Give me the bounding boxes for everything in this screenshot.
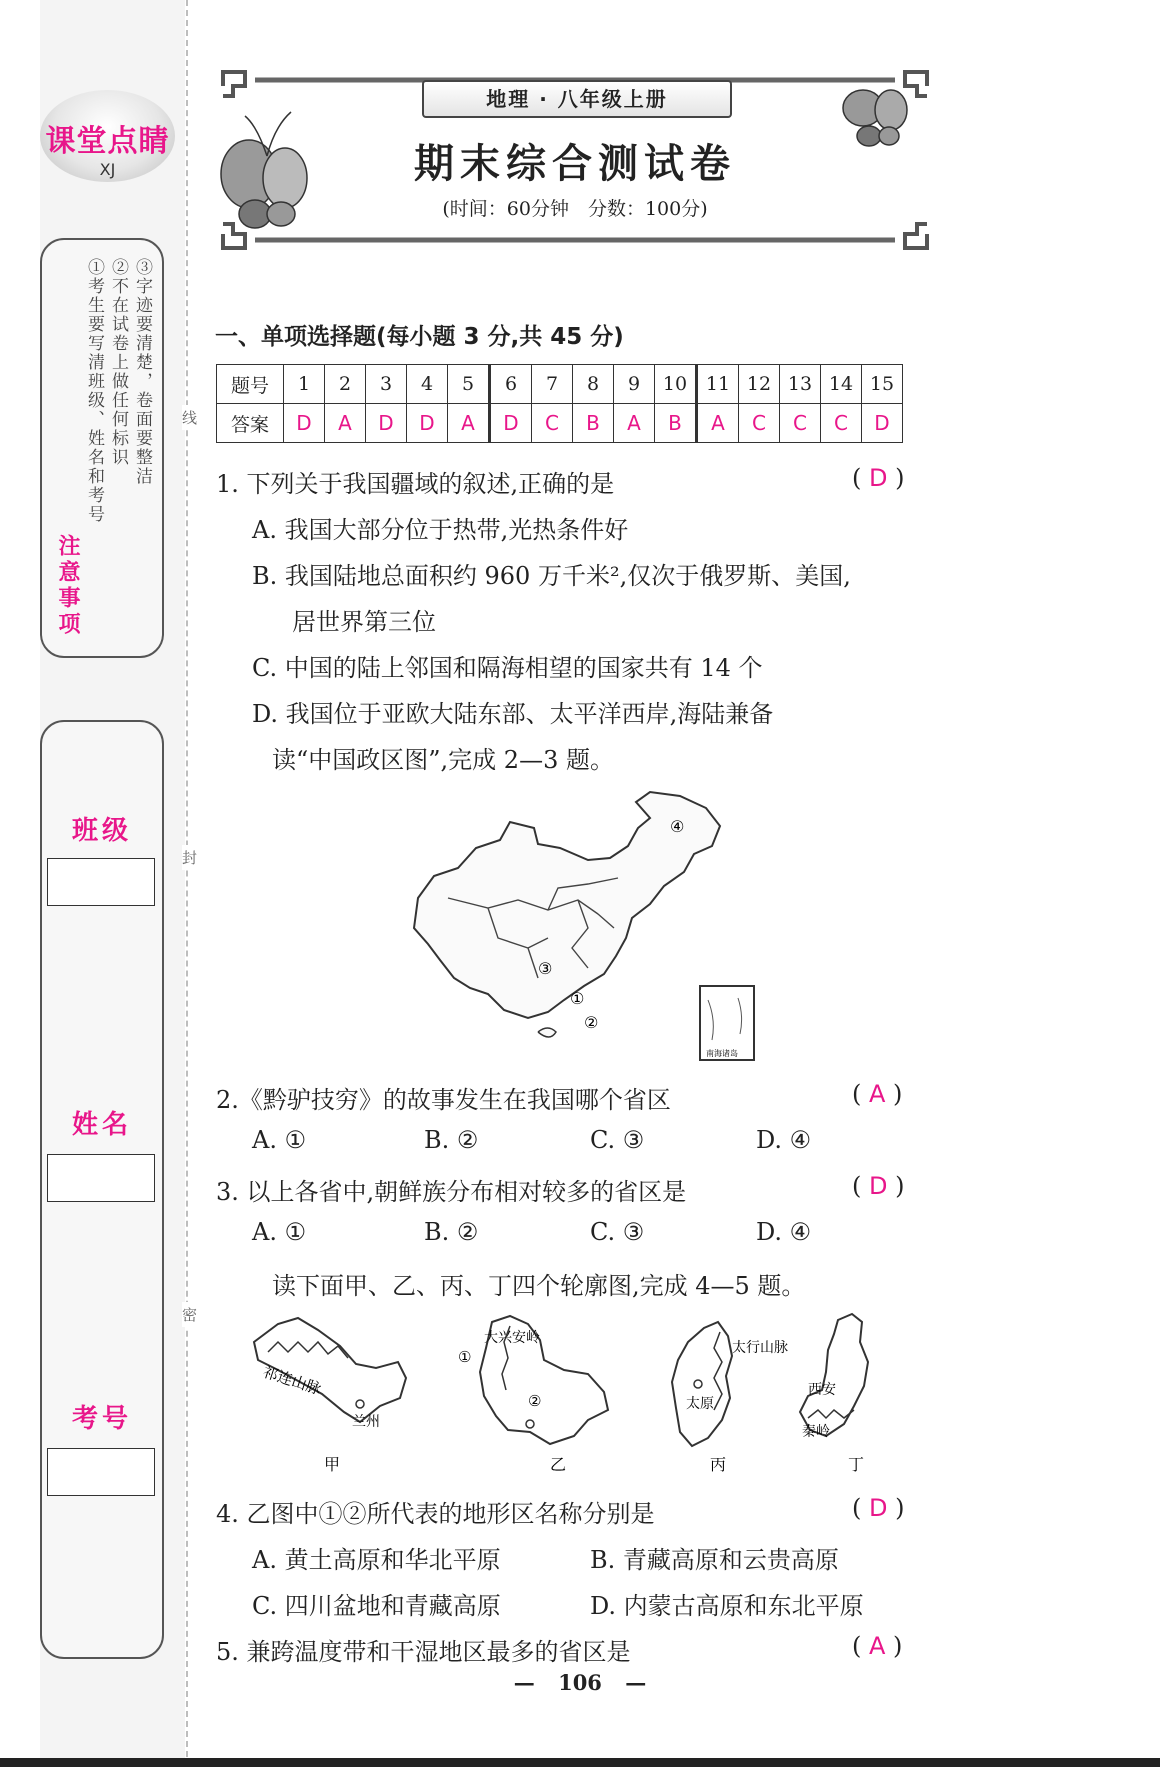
- page-number-value: 106: [558, 1670, 602, 1695]
- outline-bing: [672, 1322, 788, 1474]
- q1-option-c: C. 中国的陆上邻国和隔海相望的国家共有 14 个: [252, 654, 763, 682]
- answer-value: D: [869, 1494, 888, 1522]
- caption-bing: 丙: [710, 1455, 727, 1474]
- q1-option-b: B. 我国陆地总面积约 960 万千米²,仅次于俄罗斯、美国,: [252, 562, 851, 590]
- province-outline-maps: [248, 1312, 898, 1478]
- table-cell: 3: [366, 365, 407, 404]
- notice-item-3: ③字迹要清楚，卷面要整洁: [132, 258, 152, 486]
- outline-marker-1: ①: [458, 1348, 472, 1366]
- question-4-answer: ( D ): [852, 1494, 905, 1522]
- answer-cell: D: [490, 404, 532, 443]
- table-cell: 12: [739, 365, 780, 404]
- exam-number-field[interactable]: [47, 1448, 155, 1496]
- range-taihang: 太行山脉: [732, 1340, 788, 1356]
- question-1-stem: 1. 下列关于我国疆域的叙述,正确的是: [216, 470, 615, 498]
- answer-cell: B: [655, 404, 697, 443]
- q4-option-b: B. 青藏高原和云贵高原: [590, 1546, 839, 1574]
- table-header-answer: 答案: [217, 404, 284, 443]
- range-qinling: 秦岭: [802, 1424, 830, 1440]
- question-2-stem: 2.《黔驴技穷》的故事发生在我国哪个省区: [216, 1086, 671, 1114]
- table-cell: 15: [862, 365, 903, 404]
- answer-table: [216, 364, 903, 443]
- range-daxinganling: 大兴安岭: [484, 1330, 540, 1346]
- q2-option-c: C. ③: [590, 1126, 645, 1154]
- q1-option-a: A. 我国大部分位于热带,光热条件好: [252, 516, 629, 544]
- outline-intro: 读下面甲、乙、丙、丁四个轮廓图,完成 4—5 题。: [272, 1272, 806, 1300]
- outline-ding: [800, 1314, 868, 1474]
- range-qilian: 祁连山脉: [260, 1362, 324, 1399]
- map-marker-2: ②: [584, 1013, 599, 1032]
- answer-cell: C: [780, 404, 821, 443]
- inset-label: 南海诸岛: [706, 1049, 738, 1058]
- notice-item-2: ②不在试卷上做任何标识: [108, 258, 128, 467]
- table-cell: 8: [573, 365, 614, 404]
- cut-line: [186, 0, 188, 1767]
- q1-option-d: D. 我国位于亚欧大陆东部、太平洋西岸,海陆兼备: [252, 700, 774, 728]
- caption-jia: 甲: [324, 1455, 341, 1474]
- table-cell: 14: [821, 365, 862, 404]
- subject-grade-label: 地理 · 八年级上册: [422, 80, 732, 118]
- answer-value: D: [869, 1172, 888, 1200]
- map-intro: 读“中国政区图”,完成 2—3 题。: [272, 746, 614, 774]
- q4-option-d: D. 内蒙古高原和东北平原: [590, 1592, 864, 1620]
- table-cell: 11: [697, 365, 739, 404]
- notice-box: [40, 238, 164, 658]
- answer-cell: D: [284, 404, 325, 443]
- map-marker-4: ④: [670, 817, 685, 836]
- table-cell: 5: [448, 365, 490, 404]
- question-1-answer: ( D ): [852, 464, 905, 492]
- q1-option-b-cont: 居世界第三位: [292, 608, 436, 636]
- notice-item-1: ①考生要写清班级、姓名和考号: [84, 258, 104, 524]
- page-title: 期末综合测试卷: [414, 140, 736, 187]
- table-cell: 2: [325, 365, 366, 404]
- name-label: 姓名: [71, 1110, 132, 1140]
- question-5-stem: 5. 兼跨温度带和干湿地区最多的省区是: [216, 1638, 631, 1666]
- table-cell: 10: [655, 365, 697, 404]
- student-info-box: [40, 720, 164, 1659]
- q3-option-c: C. ③: [590, 1218, 645, 1246]
- badge-title: 课堂点睛: [45, 124, 170, 159]
- q4-option-c: C. 四川盆地和青藏高原: [252, 1592, 501, 1620]
- answer-cell: B: [573, 404, 614, 443]
- q4-option-a: A. 黄土高原和华北平原: [252, 1546, 501, 1574]
- answer-cell: A: [325, 404, 366, 443]
- table-row-numbers: [217, 365, 903, 404]
- bottom-band: [0, 1758, 1160, 1767]
- answer-cell: A: [614, 404, 655, 443]
- q3-option-d: D. ④: [756, 1218, 812, 1246]
- section-title: 一、单项选择题(每小题 3 分,共 45 分): [215, 324, 624, 350]
- city-xian: 西安: [808, 1382, 836, 1398]
- badge-code: XJ: [99, 160, 116, 179]
- q2-option-a: A. ①: [252, 1126, 307, 1154]
- table-cell: 6: [490, 365, 532, 404]
- answer-cell: C: [739, 404, 780, 443]
- time-score-info: (时间：60分钟 分数：100分): [442, 198, 708, 220]
- outline-jia: [254, 1318, 406, 1474]
- map-marker-3: ③: [538, 959, 553, 978]
- china-map: [388, 788, 758, 1068]
- question-2-answer: ( A ): [852, 1080, 903, 1108]
- page-dash-right: —: [625, 1670, 647, 1695]
- answer-cell: C: [821, 404, 862, 443]
- cut-mark-feng: 封: [182, 845, 197, 870]
- question-3-answer: ( D ): [852, 1172, 905, 1200]
- answer-cell: D: [366, 404, 407, 443]
- answer-cell: A: [697, 404, 739, 443]
- table-cell: 9: [614, 365, 655, 404]
- notice-title: 注意事项: [55, 534, 80, 638]
- table-cell: 4: [407, 365, 448, 404]
- exam-number-label: 考号: [71, 1404, 132, 1434]
- title-header: [215, 64, 935, 256]
- class-label: 班级: [71, 816, 132, 846]
- answer-cell: C: [532, 404, 573, 443]
- page-dash-left: —: [513, 1670, 535, 1695]
- caption-ding: 丁: [848, 1455, 865, 1474]
- outline-yi: [458, 1316, 608, 1474]
- name-field[interactable]: [47, 1154, 155, 1202]
- question-4-stem: 4. 乙图中①②所代表的地形区名称分别是: [216, 1500, 655, 1528]
- answer-value: A: [869, 1632, 886, 1660]
- outline-marker-2: ②: [528, 1392, 542, 1410]
- class-field[interactable]: [47, 858, 155, 906]
- map-marker-1: ①: [570, 989, 585, 1008]
- q2-option-b: B. ②: [424, 1126, 479, 1154]
- answer-value: A: [869, 1080, 886, 1108]
- table-row-answers: [217, 404, 903, 443]
- answer-value: D: [869, 464, 888, 492]
- table-cell: 1: [284, 365, 325, 404]
- table-cell: 13: [780, 365, 821, 404]
- answer-cell: D: [407, 404, 448, 443]
- cut-mark-xian: 线: [182, 405, 197, 430]
- q2-option-d: D. ④: [756, 1126, 812, 1154]
- city-taiyuan: 太原: [686, 1396, 714, 1412]
- caption-yi: 乙: [550, 1455, 567, 1474]
- question-3-stem: 3. 以上各省中,朝鲜族分布相对较多的省区是: [216, 1178, 687, 1206]
- answer-cell: A: [448, 404, 490, 443]
- table-header-number: 题号: [217, 365, 284, 404]
- cut-mark-mi: 密: [182, 1302, 197, 1327]
- city-lanzhou: 兰州: [352, 1414, 380, 1430]
- q3-option-b: B. ②: [424, 1218, 479, 1246]
- table-cell: 7: [532, 365, 573, 404]
- question-5-answer: ( A ): [852, 1632, 903, 1660]
- page-number: [0, 1670, 1160, 1695]
- answer-cell: D: [862, 404, 903, 443]
- brand-badge: [40, 90, 175, 182]
- q3-option-a: A. ①: [252, 1218, 307, 1246]
